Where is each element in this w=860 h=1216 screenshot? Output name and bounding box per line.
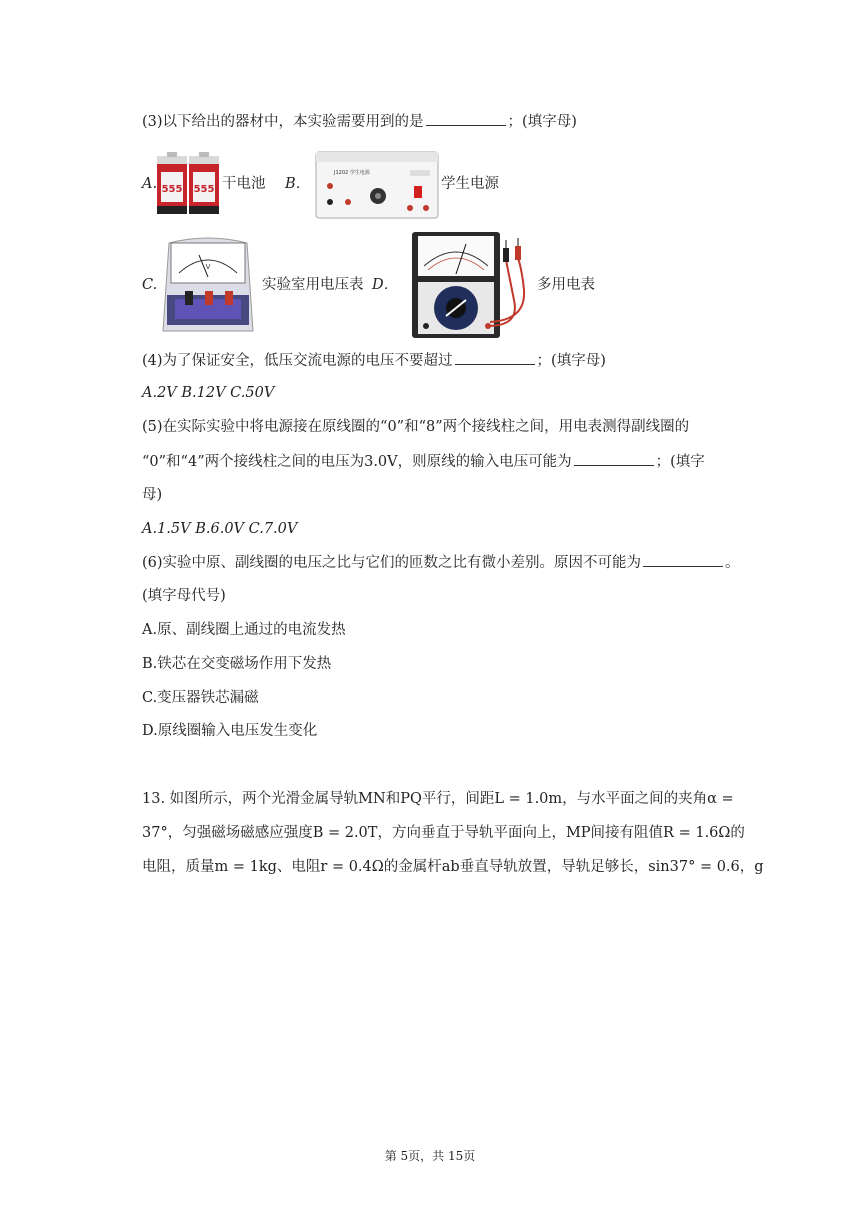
q6-option-d: D.原线圈输入电压发生变化 [142,723,318,739]
q13-line-1: 13. 如图所示，两个光滑金属导轨MN和PQ平行，间距L = 1.0m，与水平面之间的夹角α = [142,791,734,807]
student-power-supply-image [314,150,440,220]
q3-stem: (3)以下给出的器材中，本实验需要用到的是 ；(填字母) [142,111,577,132]
answer-blank [455,350,535,365]
q5-options: A.1.5V B.6.0V C.7.0V [142,521,298,537]
dry-battery-image [155,150,221,216]
q6-line-1: (6)实验中原、副线圈的电压之比与它们的匝数之比有微小差别。原因不可能为 。 [142,552,740,573]
q13-line-3: 电阻，质量m = 1kg、电阻r = 0.4Ω的金属杆ab垂直导轨放置，导轨足够长，sin37° = 0.6，g [142,859,764,875]
option-c-label: 实验室用电压表 [262,277,364,293]
answer-blank [643,552,723,567]
option-b-label: 学生电源 [441,176,499,192]
voltmeter-unit: V [205,263,211,271]
answer-blank [574,451,654,466]
option-a-label: 干电池 [222,176,266,192]
battery-logo: 555 [161,184,183,195]
option-c-letter: C. [142,277,158,293]
q6-line-2: (填字母代号) [142,588,226,604]
option-a-letter: A. [142,176,158,192]
q6-option-b: B.铁芯在交变磁场作用下发热 [142,656,332,672]
q13-line-2: 37°，匀强磁场磁感应强度B = 2.0T，方向垂直于导轨平面向上，MP间接有阻值R = 1.6Ω的 [142,825,745,841]
option-b-letter: B． [285,176,311,192]
multimeter-image [410,230,535,340]
q4-stem: (4)为了保证安全，低压交流电源的电压不要超过 ；(填字母) [142,350,606,371]
q4-options: A.2V B.12V C.50V [142,385,275,401]
battery-logo: 555 [193,184,215,195]
q6-option-a: A.原、副线圈上通过的电流发热 [142,622,346,638]
option-d-letter: D． [372,277,399,293]
option-d-label: 多用电表 [537,277,595,293]
q5-line-3: 母) [142,487,163,503]
q5-line-2: “0”和“4”两个接线柱之间的电压为3.0V，则原线的输入电压可能为 ；(填字 [142,451,705,472]
power-supply-label: J1202 学生电源 [334,170,370,176]
q6-option-c: C.变压器铁芯漏磁 [142,690,259,706]
page-footer: 第 5页，共 15页 [384,1149,476,1163]
q5-line-1: (5)在实际实验中将电源接在原线圈的“0”和“8”两个接线柱之间，用电表测得副线圈的 [142,419,690,435]
answer-blank [426,111,506,126]
lab-voltmeter-image [155,233,261,333]
